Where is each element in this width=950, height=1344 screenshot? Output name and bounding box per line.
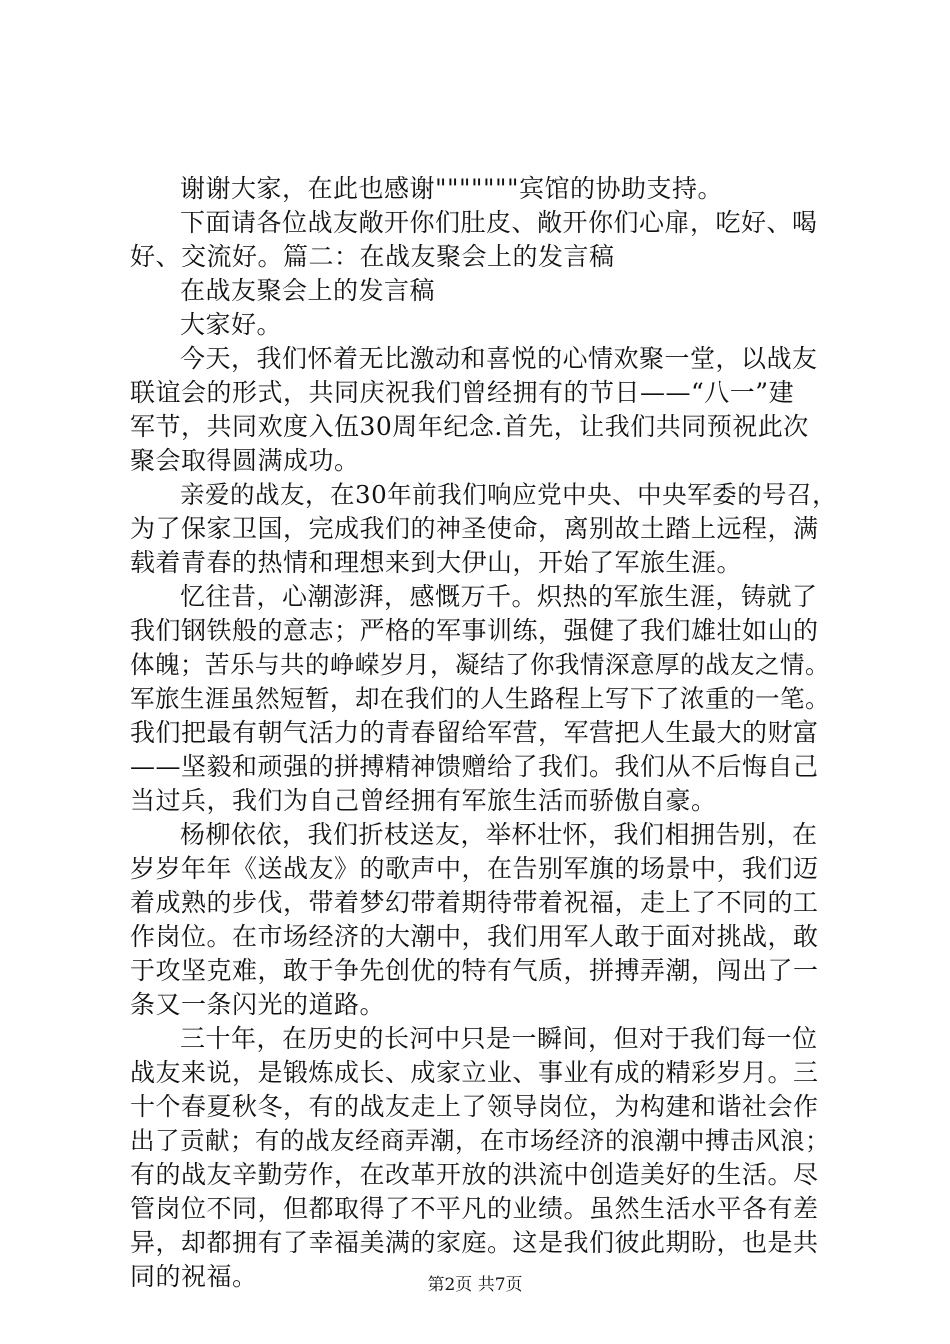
page-footer: 第2页 共7页 [427, 1275, 523, 1295]
text-line: 大家好。 [180, 310, 283, 339]
text-line: 下面请各位战友敞开你们肚皮、敞开你们心扉，吃好、喝 [180, 208, 818, 237]
document-body [130, 172, 840, 1294]
text-line: 出了贡献；有的战友经商弄潮，在市场经济的浪潮中搏击风浪； [130, 1126, 830, 1155]
text-line: 当过兵，我们为自己曾经拥有军旅生活而骄傲自豪。 [130, 786, 717, 815]
text-line: 管岗位不同，但都取得了不平凡的业绩。虽然生活水平各有差 [130, 1194, 819, 1223]
text-line: 聚会取得圆满成功。 [130, 446, 360, 475]
text-line: 为了保家卫国，完成我们的神圣使命，离别故土踏上远程，满 [130, 514, 819, 543]
text-line: 着成熟的步伐，带着梦幻带着期待带着祝福，走上了不同的工 [130, 888, 819, 917]
text-line: ——坚毅和顽强的拼搏精神馈赠给了我们。我们从不后悔自己 [130, 752, 819, 781]
text-line: 我们钢铁般的意志；严格的军事训练，强健了我们雄壮如山的 [130, 616, 819, 645]
text-line: 亲爱的战友，在30年前我们响应党中央、中央军委的号召， [180, 480, 838, 509]
text-line: 军节，共同欢度入伍30周年纪念.首先，让我们共同预祝此次 [130, 412, 809, 441]
text-line: 好、交流好。篇二：在战友聚会上的发言稿 [130, 242, 615, 271]
text-line: 同的祝福。 [130, 1262, 258, 1291]
text-line: 我们把最有朝气活力的青春留给军营，军营把人生最大的财富 [130, 718, 819, 747]
text-line: 岁岁年年《送战友》的歌声中，在告别军旗的场景中，我们迈 [130, 854, 819, 883]
text-line: 载着青春的热情和理想来到大伊山，开始了军旅生涯。 [130, 548, 743, 577]
text-line: 军旅生涯虽然短暂，却在我们的人生路程上写下了浓重的一笔。 [130, 684, 830, 713]
text-line: 条又一条闪光的道路。 [130, 990, 386, 1019]
text-line: 今天，我们怀着无比激动和喜悦的心情欢聚一堂，以战友 [180, 344, 818, 373]
text-line: 十个春夏秋冬，有的战友走上了领导岗位，为构建和谐社会作 [130, 1092, 819, 1121]
text-line: 作岗位。在市场经济的大潮中，我们用军人敢于面对挑战，敢 [130, 922, 819, 951]
text-line: 异，却都拥有了幸福美满的家庭。这是我们彼此期盼，也是共 [130, 1228, 819, 1257]
text-line: 三十年，在历史的长河中只是一瞬间，但对于我们每一位 [180, 1024, 818, 1053]
text-line: 忆往昔，心潮澎湃，感慨万千。炽热的军旅生涯，铸就了 [180, 582, 818, 611]
text-line: 谢谢大家，在此也感谢"""""""宾馆的协助支持。 [180, 174, 723, 203]
text-line: 体魄；苦乐与共的峥嵘岁月，凝结了你我情深意厚的战友之情。 [130, 650, 830, 679]
text-line: 杨柳依依，我们折枝送友，举杯壮怀，我们相拥告别，在 [180, 820, 818, 849]
text-line: 于攻坚克难，敢于争先创优的特有气质，拼搏弄潮，闯出了一 [130, 956, 819, 985]
text-line: 战友来说，是锻炼成长、成家立业、事业有成的精彩岁月。三 [130, 1058, 819, 1087]
text-line: 在战友聚会上的发言稿 [180, 276, 436, 305]
text-line: 联谊会的形式，共同庆祝我们曾经拥有的节日——“八一”建 [130, 378, 795, 407]
text-line: 有的战友辛勤劳作，在改革开放的洪流中创造美好的生活。尽 [130, 1160, 819, 1189]
